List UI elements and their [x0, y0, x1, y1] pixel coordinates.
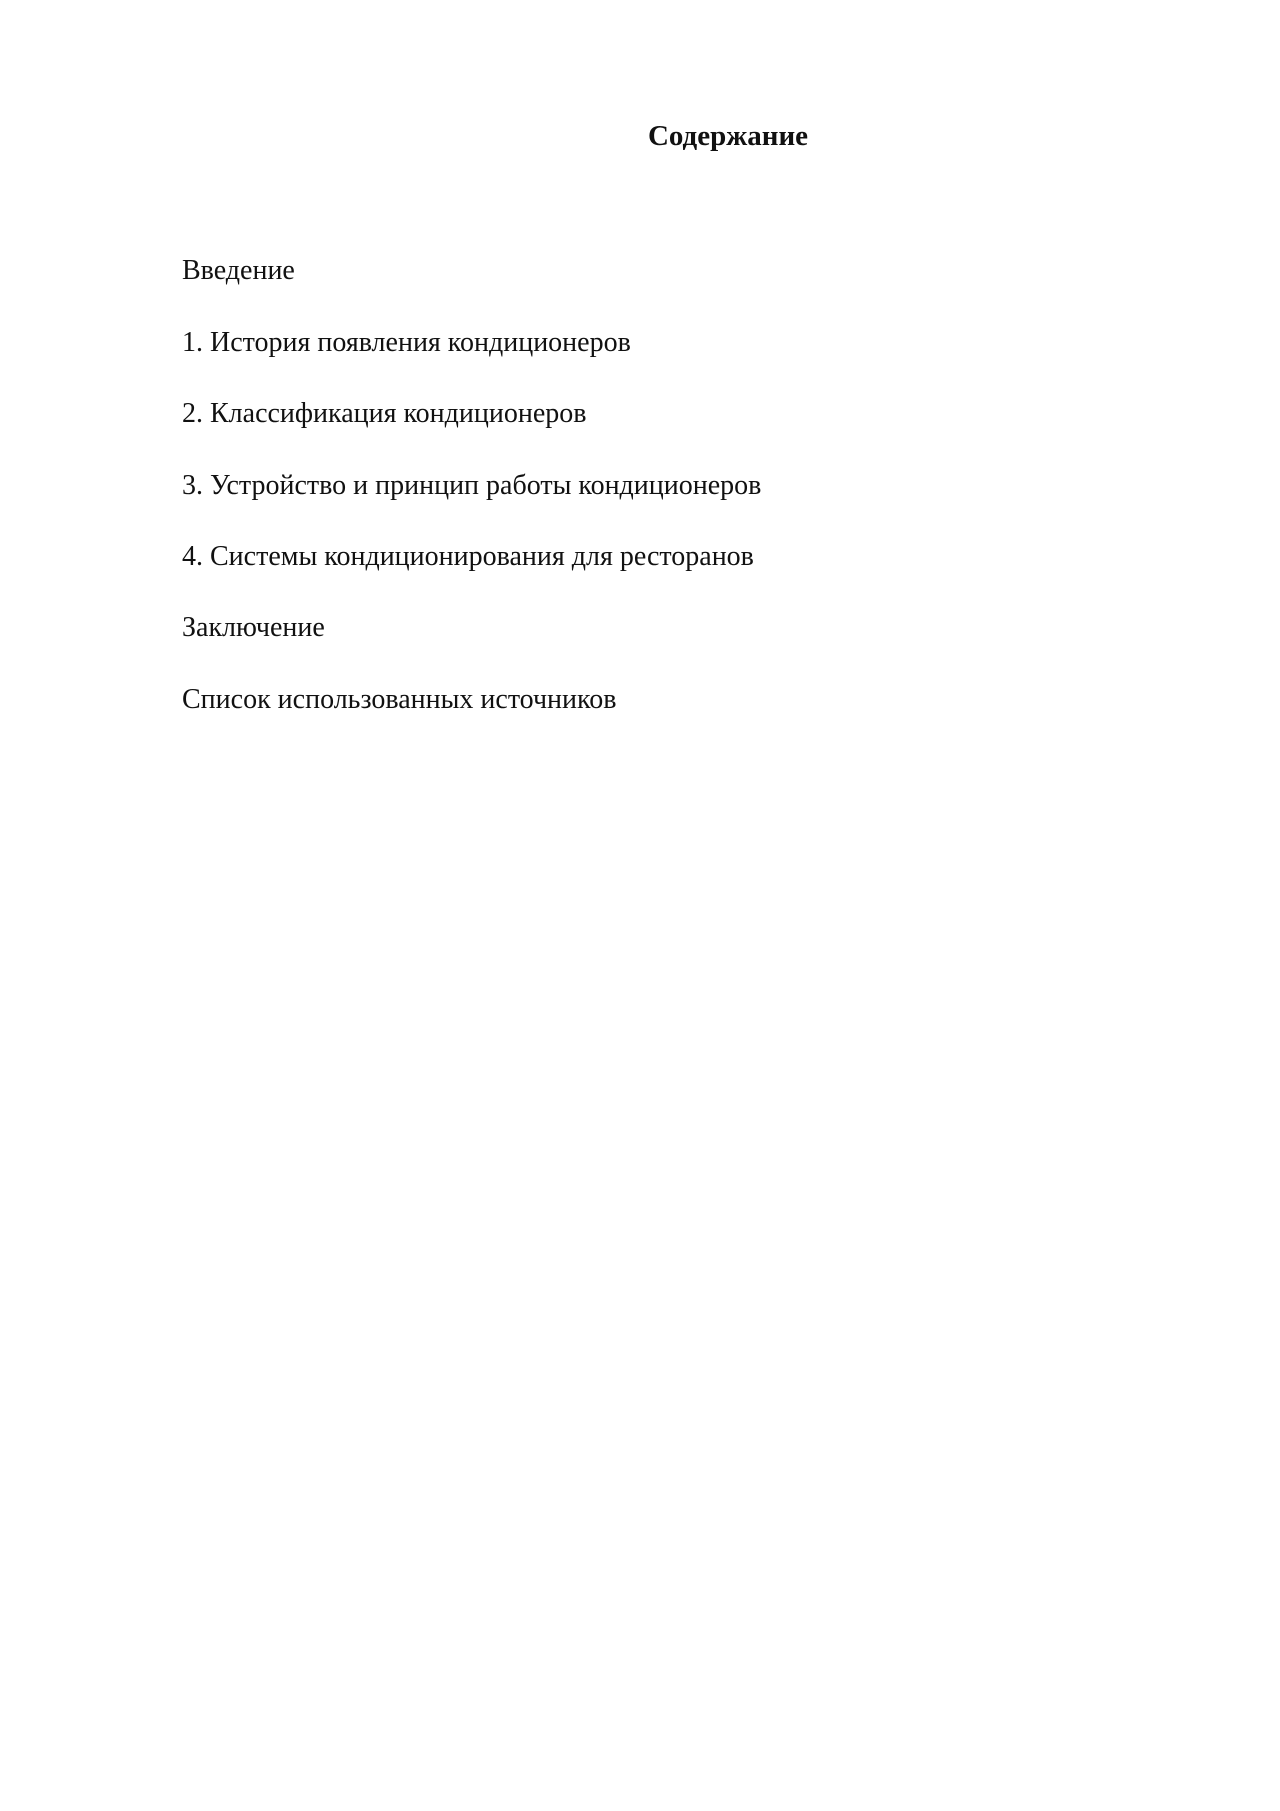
page-title: Содержание [647, 120, 809, 152]
toc-item-conclusion: Заключение [182, 612, 325, 643]
toc-item-restaurant-systems: 4. Системы кондиционирования для ресторанов [182, 541, 754, 572]
toc-item-introduction: Введение [182, 255, 295, 286]
toc-item-history: 1. История появления кондиционеров [182, 327, 631, 358]
toc-item-references: Список использованных источников [182, 684, 617, 715]
toc-item-classification: 2. Классификация кондиционеров [182, 398, 587, 429]
toc-item-design-principle: 3. Устройство и принцип работы кондиционеров [182, 470, 762, 501]
table-of-contents [182, 254, 761, 755]
